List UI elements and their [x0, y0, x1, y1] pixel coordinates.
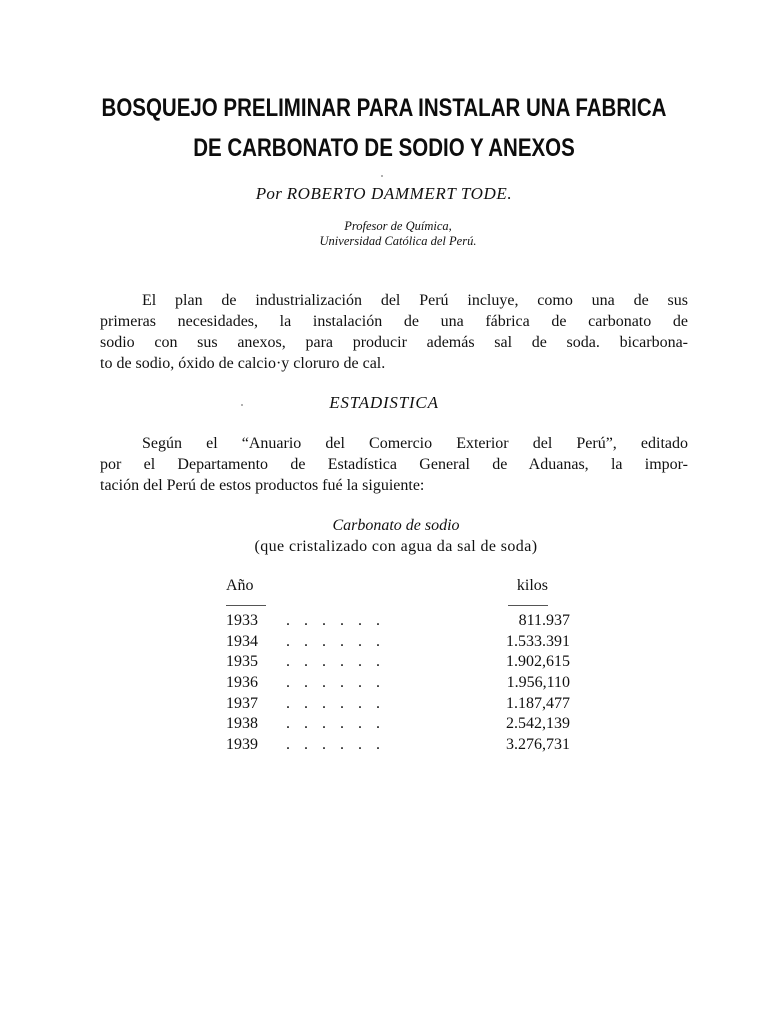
table-row: [226, 714, 570, 735]
paragraph-line: to de sodio, óxido de calcio·y cloruro de cal.: [100, 355, 386, 372]
table-caption: Carbonato de sodio: [332, 517, 460, 534]
table-header: [226, 577, 570, 599]
author-name: ROBERTO DAMMERT TODE.: [286, 184, 513, 203]
paragraph-line: por el Departamento de Estadística General de Aduanas, la impor-: [100, 456, 688, 473]
affiliation-institution: Universidad Católica del Perú.: [319, 234, 477, 248]
header-year: Año: [226, 577, 254, 594]
section-heading: ESTADISTICA: [329, 393, 439, 412]
title-line-1: BOSQUEJO PRELIMINAR PARA INSTALAR UNA FABRICA: [101, 94, 667, 122]
row-kilos: 811.937: [518, 612, 570, 629]
row-leader: ......: [286, 632, 394, 650]
paragraph-line: sodio con sus anexos, para producir además sal de soda. bicarbona-: [100, 334, 688, 351]
table-row: [226, 652, 570, 673]
table-subcaption: (que cristalizado con agua da sal de soda): [254, 538, 538, 555]
intro-paragraph: [100, 290, 688, 374]
affiliation-role: Profesor de Química,: [344, 219, 452, 233]
byline: [0, 184, 768, 204]
row-leader: ......: [286, 694, 394, 712]
paragraph-line: El plan de industrialización del Perú incluye, como una de sus: [142, 292, 688, 309]
row-year: 1939: [226, 736, 258, 754]
row-leader: ......: [286, 653, 394, 671]
import-table: [226, 577, 570, 754]
scan-speck: [381, 175, 383, 177]
stats-paragraph: [100, 433, 688, 496]
row-year: 1938: [226, 715, 258, 733]
header-rule-kilos: [508, 605, 548, 606]
scan-speck: [241, 404, 243, 406]
header-kilos: kilos: [516, 577, 548, 594]
row-kilos: 1.533.391: [506, 632, 570, 650]
table-row: [226, 611, 570, 632]
row-year: 1937: [226, 694, 258, 712]
row-leader: ......: [286, 736, 394, 754]
row-leader: ......: [286, 674, 394, 692]
header-rule-year: [226, 605, 266, 606]
paragraph-line: Según el “Anuario del Comercio Exterior del Perú”, editado: [142, 435, 688, 452]
paragraph-line: tación del Perú de estos productos fué la siguiente:: [100, 477, 425, 494]
row-kilos: 1.956,110: [506, 674, 570, 692]
byline-prefix: Por: [255, 184, 283, 203]
row-kilos: 1.902,615: [506, 653, 570, 671]
row-year: 1935: [226, 653, 258, 671]
row-leader: ......: [286, 612, 394, 629]
table-row: [226, 673, 570, 694]
table-row: [226, 694, 570, 715]
row-kilos: 2.542,139: [506, 715, 570, 733]
table-body: [226, 611, 570, 756]
row-year: 1934: [226, 632, 258, 650]
row-year: 1936: [226, 674, 258, 692]
row-leader: ......: [286, 715, 394, 733]
table-row: [226, 632, 570, 653]
row-kilos: 3.276,731: [506, 736, 570, 754]
table-row: [226, 735, 570, 756]
row-year: 1933: [226, 612, 258, 629]
paragraph-line: primeras necesidades, la instalación de una fábrica de carbonato de: [100, 313, 688, 330]
row-kilos: 1.187,477: [506, 694, 570, 712]
title-line-2: DE CARBONATO DE SODIO Y ANEXOS: [193, 134, 575, 162]
